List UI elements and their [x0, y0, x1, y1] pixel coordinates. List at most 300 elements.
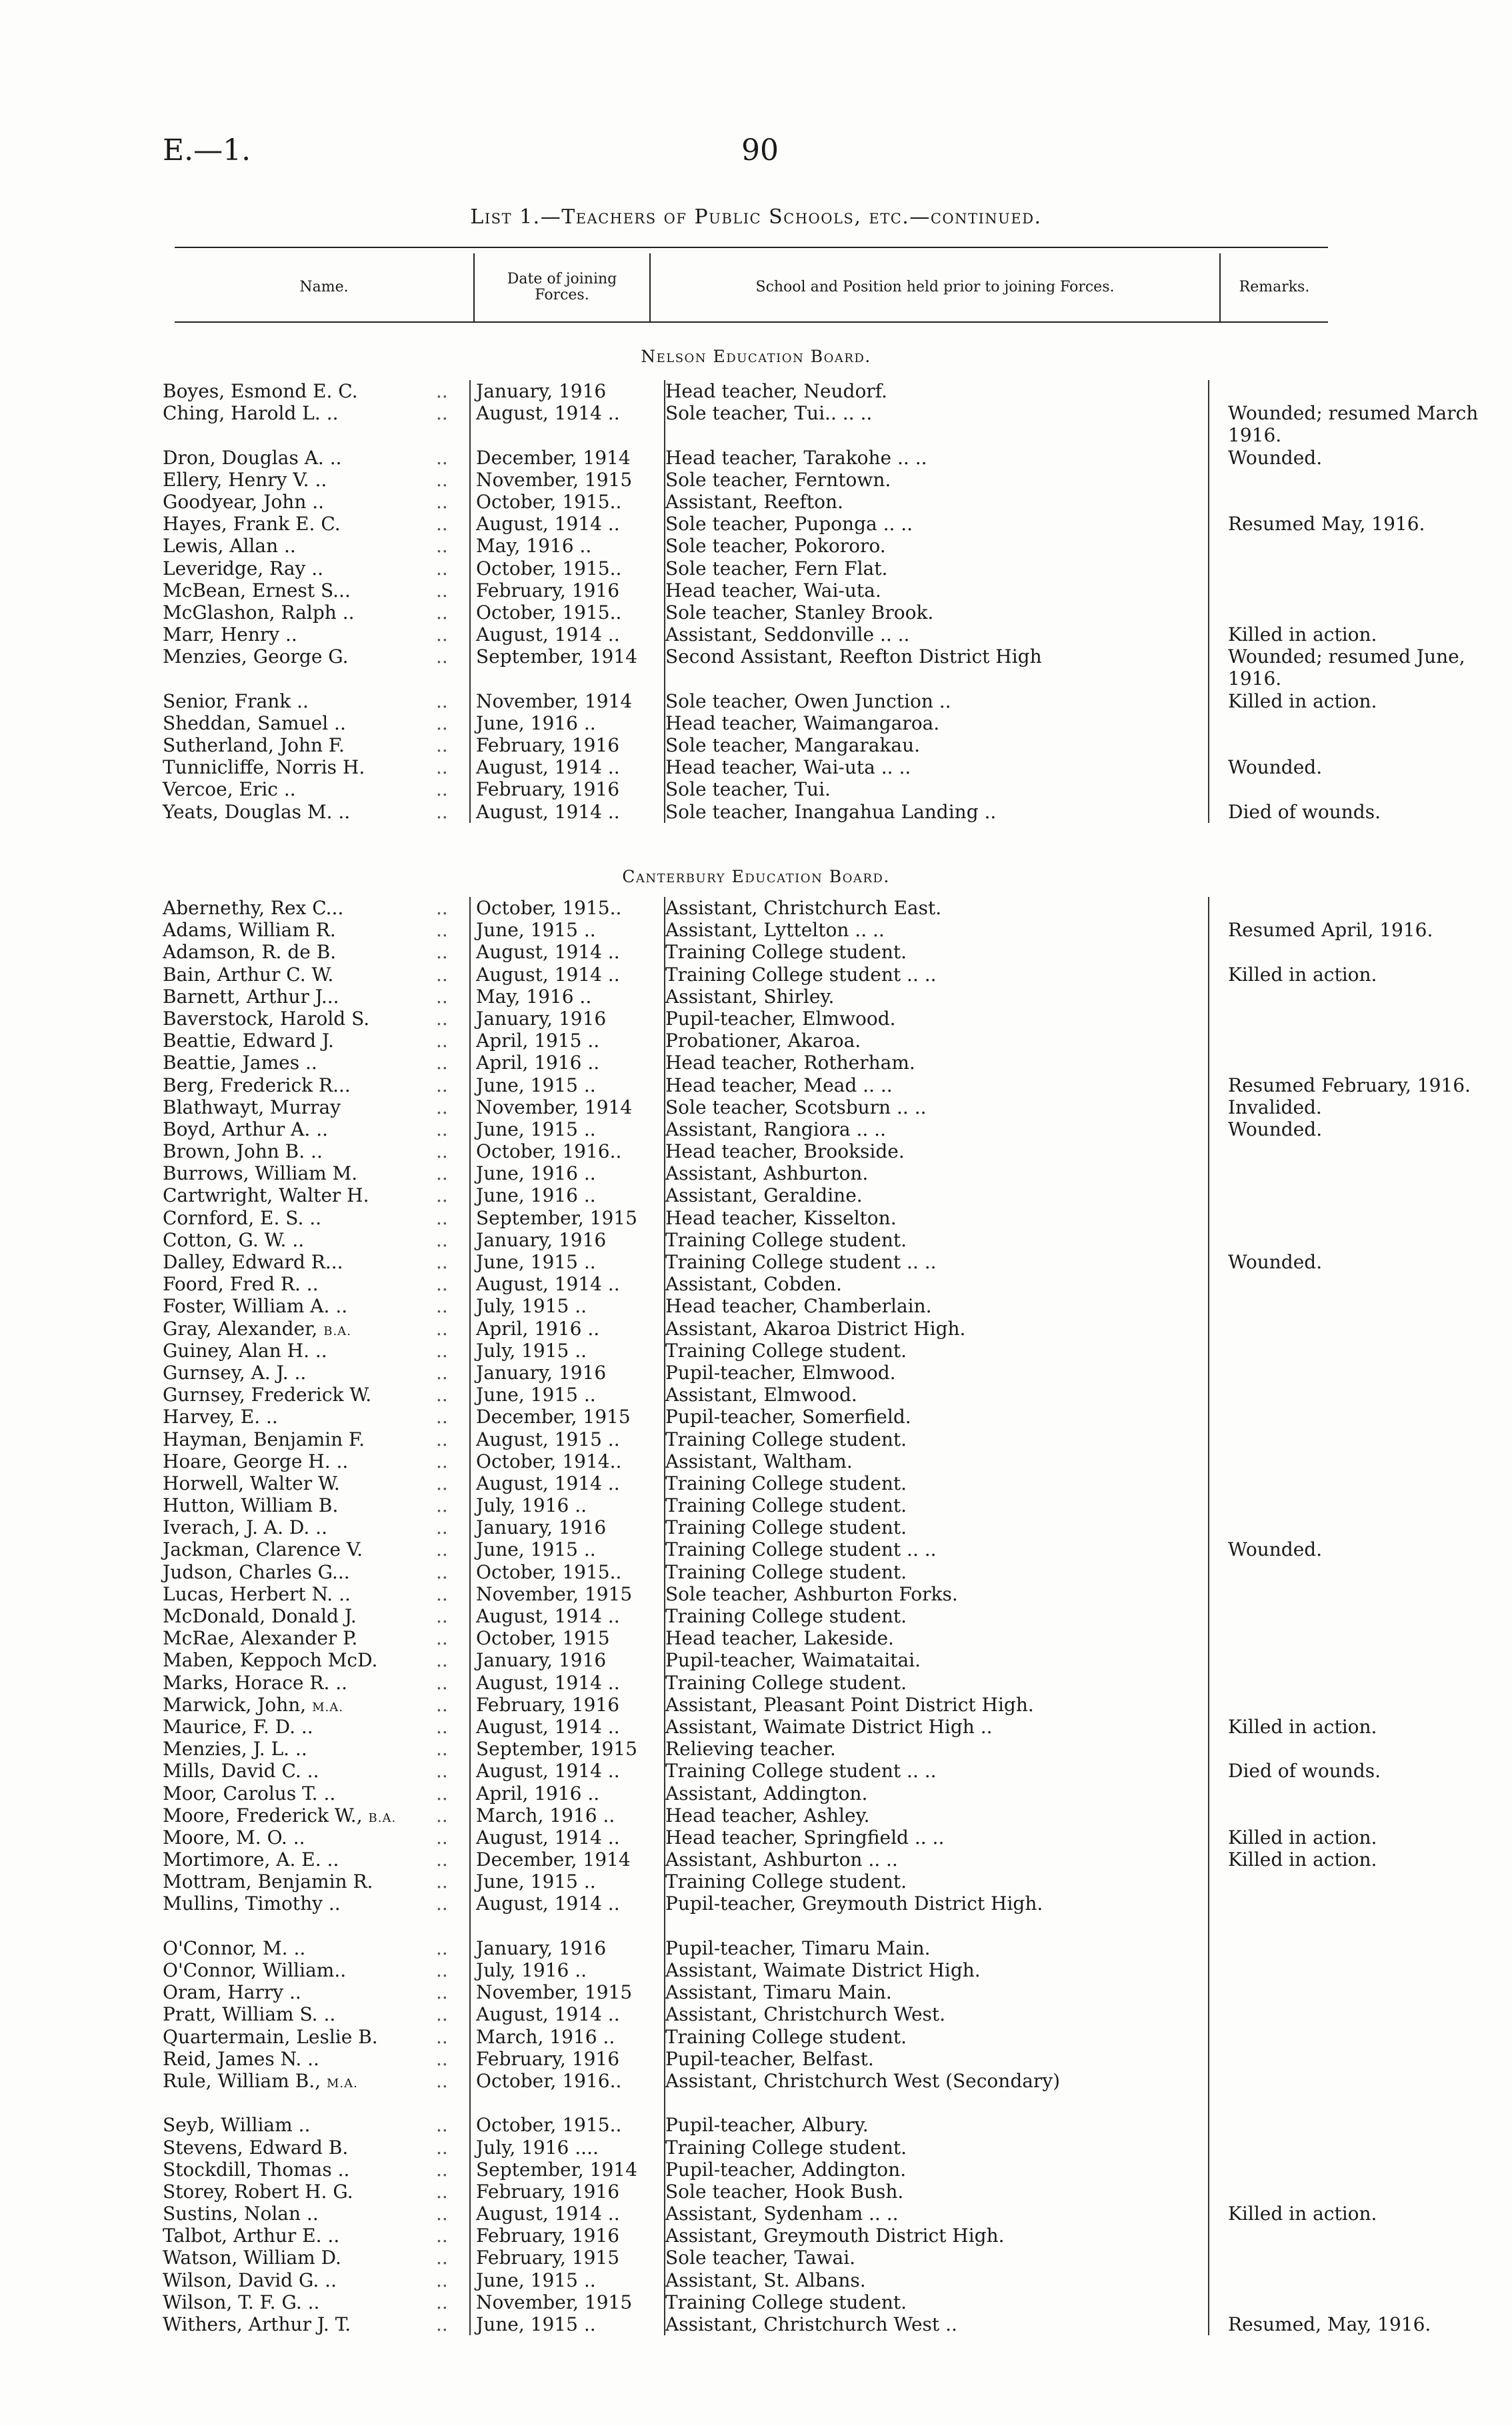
- teacher-name-text: Withers, Arthur J. T.: [163, 2313, 351, 2336]
- join-date: February, 1916: [476, 1693, 620, 1716]
- join-date: October, 1915..: [476, 2114, 622, 2137]
- remarks: Wounded.: [1228, 756, 1323, 779]
- teacher-name-text: Foster, William A. ..: [163, 1295, 348, 1318]
- dot-leader: ..: [436, 1450, 448, 1472]
- dot-leader: ..: [436, 579, 448, 601]
- prior-position: Training College student.: [665, 1560, 907, 1583]
- remarks: Resumed April, 1916.: [1228, 919, 1433, 942]
- teacher-name-text: Marks, Horace R. ..: [163, 1671, 348, 1694]
- teacher-name: [163, 1538, 429, 1560]
- table-row: [163, 1893, 1349, 1937]
- teacher-name: [163, 2181, 429, 2203]
- join-date: June, 1915 ..: [476, 919, 596, 942]
- join-date: August, 1914 ..: [476, 1273, 620, 1296]
- table-row: [163, 2048, 1349, 2070]
- teacher-name: [163, 513, 429, 535]
- table-row: [163, 447, 1349, 469]
- join-date: March, 1916 ..: [476, 2025, 615, 2048]
- teacher-name: [163, 1030, 429, 1052]
- dot-leader: ..: [436, 1494, 448, 1517]
- teacher-name-text: Gurnsey, Frederick W.: [163, 1384, 372, 1406]
- dot-leader: ..: [436, 2158, 448, 2181]
- dot-leader: ..: [436, 1162, 448, 1185]
- prior-position: Sole teacher, Owen Junction ..: [665, 690, 951, 712]
- dot-leader: ..: [436, 601, 448, 624]
- table-row: [163, 2114, 1349, 2136]
- join-date: August, 1914 ..: [476, 1605, 620, 1627]
- join-date: June, 1916 ..: [476, 712, 596, 734]
- join-date: November, 1915: [476, 468, 633, 491]
- table-row: [163, 624, 1377, 646]
- section-nelson: [163, 380, 1479, 823]
- teacher-name: [163, 2225, 429, 2247]
- column-header-name: Name.: [299, 279, 349, 295]
- dot-leader: ..: [436, 1782, 448, 1804]
- prior-position: Sole teacher, Fern Flat.: [665, 557, 888, 579]
- prior-position: Head teacher, Chamberlain.: [665, 1295, 932, 1318]
- teacher-name-text: Iverach, J. A. D. ..: [163, 1516, 327, 1539]
- table-row: [163, 2247, 1349, 2269]
- teacher-name-text: Adams, William R.: [163, 919, 336, 942]
- prior-position: Pupil-teacher, Greymouth District High.: [665, 1893, 1043, 1915]
- teacher-name-text: Guiney, Alan H. ..: [163, 1339, 327, 1362]
- prior-position: Pupil-teacher, Albury.: [665, 2114, 869, 2137]
- join-date: August, 1914 ..: [476, 800, 620, 823]
- teacher-name: [163, 1583, 429, 1605]
- join-date: August, 1914 ..: [476, 402, 620, 425]
- dot-leader: ..: [436, 1317, 448, 1340]
- prior-position: Assistant, Christchurch West ..: [665, 2313, 957, 2336]
- remarks: Killed in action.: [1228, 1715, 1377, 1738]
- table-row: [163, 513, 1425, 535]
- column-divider: [1208, 380, 1209, 823]
- dot-leader: ..: [436, 1959, 448, 1982]
- join-date: November, 1914: [476, 690, 633, 712]
- table-row: [163, 1052, 1349, 1074]
- teacher-name: [163, 1849, 429, 1871]
- dot-leader: ..: [436, 380, 448, 402]
- prior-position: Assistant, Shirley.: [665, 985, 835, 1008]
- dot-leader: ..: [436, 513, 448, 535]
- teacher-name: [163, 941, 429, 963]
- teacher-name-text: Hayman, Benjamin F.: [163, 1428, 365, 1450]
- remarks: Wounded.: [1228, 1118, 1323, 1140]
- teacher-name: [163, 1184, 429, 1206]
- prior-position: Training College student.: [665, 1494, 907, 1517]
- dot-leader: ..: [436, 1052, 448, 1074]
- teacher-name-text: Stevens, Edward B.: [163, 2136, 349, 2159]
- teacher-name: [163, 1472, 429, 1494]
- join-date: August, 1914 ..: [476, 1826, 620, 1849]
- join-date: August, 1914 ..: [476, 513, 620, 535]
- dot-leader: ..: [436, 2180, 448, 2203]
- table-row: [163, 1849, 1377, 1871]
- dot-leader: ..: [436, 1582, 448, 1605]
- dot-leader: ..: [436, 2069, 448, 2092]
- table-row: [163, 963, 1377, 986]
- table-row: [163, 1251, 1349, 1273]
- prior-position: Sole teacher, Mangarakau.: [665, 734, 921, 757]
- dot-leader: ..: [436, 1251, 448, 1273]
- prior-position: Head teacher, Springfield .. ..: [665, 1826, 945, 1849]
- remarks: Died of wounds.: [1228, 800, 1381, 823]
- prior-position: Sole teacher, Inangahua Landing ..: [665, 800, 997, 823]
- teacher-name: [163, 624, 429, 646]
- teacher-name: [163, 1893, 429, 1915]
- prior-position: Training College student.: [665, 2291, 907, 2313]
- remarks: Invalided.: [1228, 1096, 1322, 1118]
- teacher-name: [163, 380, 429, 402]
- degree-suffix: B.A.: [368, 1810, 397, 1825]
- dot-leader: ..: [436, 2203, 448, 2225]
- join-date: September, 1914: [476, 646, 637, 668]
- join-date: September, 1914: [476, 2158, 637, 2181]
- prior-position: Sole teacher, Pokororo.: [665, 535, 886, 557]
- join-date: February, 1916: [476, 734, 620, 757]
- join-date: June, 1915 ..: [476, 1384, 596, 1406]
- dot-leader: ..: [436, 1849, 448, 1871]
- prior-position: Head teacher, Mead .. ..: [665, 1074, 893, 1096]
- teacher-name-text: Marr, Henry ..: [163, 624, 297, 646]
- join-date: August, 1914 ..: [476, 2203, 620, 2225]
- teacher-name: [163, 1251, 429, 1273]
- join-date: August, 1914 ..: [476, 2003, 620, 2026]
- prior-position: Second Assistant, Reefton District High: [665, 646, 1042, 668]
- table-row: [163, 1207, 1349, 1229]
- teacher-name: [163, 897, 429, 919]
- join-date: June, 1915 ..: [476, 1871, 596, 1893]
- teacher-name: [163, 778, 429, 800]
- join-date: June, 1916 ..: [476, 1184, 596, 1207]
- remarks: Killed in action.: [1228, 1826, 1377, 1849]
- table-row: [163, 2137, 1349, 2159]
- remarks: Resumed May, 1916.: [1228, 513, 1425, 535]
- join-date: August, 1915 ..: [476, 1428, 620, 1450]
- prior-position: Training College student.: [665, 1228, 907, 1251]
- prior-position: Training College student.: [665, 1472, 907, 1494]
- join-date: July, 1916 ....: [476, 2136, 599, 2159]
- teacher-name: [163, 535, 429, 557]
- teacher-name: [163, 1871, 429, 1893]
- join-date: February, 1916: [476, 2180, 620, 2203]
- teacher-name-text: Burrows, William M.: [163, 1162, 358, 1185]
- prior-position: Training College student.: [665, 1671, 907, 1694]
- teacher-name-text: Seyb, William ..: [163, 2114, 311, 2137]
- join-date: June, 1915 ..: [476, 1251, 596, 1273]
- join-date: November, 1915: [476, 1981, 633, 2004]
- teacher-name-text: Boyd, Arthur A. ..: [163, 1118, 329, 1140]
- teacher-name: [163, 2137, 429, 2159]
- teacher-name: [163, 1672, 429, 1694]
- section-canterbury: [163, 897, 1471, 2336]
- teacher-name: [163, 756, 429, 778]
- prior-position: Pupil-teacher, Elmwood.: [665, 1007, 896, 1030]
- teacher-name-text: Lewis, Allan ..: [163, 535, 296, 557]
- table-row: [163, 986, 1349, 1008]
- dot-leader: ..: [436, 985, 448, 1008]
- join-date: October, 1915: [476, 1627, 610, 1650]
- prior-position: Assistant, Geraldine.: [665, 1184, 863, 1207]
- teacher-name: [163, 712, 429, 734]
- prior-position: Assistant, Elmwood.: [665, 1384, 857, 1406]
- remarks: Wounded.: [1228, 1538, 1323, 1561]
- join-date: July, 1915 ..: [476, 1339, 587, 1362]
- prior-position: Sole teacher, Tawai.: [665, 2247, 856, 2269]
- teacher-name: [163, 1804, 429, 1829]
- prior-position: Pupil-teacher, Somerfield.: [665, 1406, 911, 1428]
- table-row: [163, 2181, 1349, 2203]
- table-row: [163, 919, 1433, 942]
- join-date: October, 1915..: [476, 1560, 622, 1583]
- table-row: [163, 897, 1349, 919]
- table-row: [163, 535, 1349, 557]
- prior-position: Head teacher, Lakeside.: [665, 1627, 894, 1650]
- teacher-name-text: Gurnsey, A. J. ..: [163, 1361, 307, 1384]
- teacher-name-text: Brown, John B. ..: [163, 1140, 323, 1163]
- join-date: June, 1915 ..: [476, 1538, 596, 1561]
- teacher-name: [163, 2269, 429, 2291]
- prior-position: Assistant, Ashburton .. ..: [665, 1849, 898, 1871]
- table-row: [163, 1494, 1349, 1516]
- report-code: E.—1.: [163, 133, 251, 167]
- prior-position: Probationer, Akaroa.: [665, 1030, 861, 1052]
- teacher-name-text: Talbot, Arthur E. ..: [163, 2225, 340, 2247]
- teacher-name-text: Maurice, F. D. ..: [163, 1715, 313, 1738]
- prior-position: Assistant, Christchurch West (Secondary): [665, 2069, 1061, 2092]
- teacher-name-text: Cotton, G. W. ..: [163, 1228, 305, 1251]
- teacher-name-text: Beattie, Edward J.: [163, 1030, 334, 1052]
- list-title: List 1.—Teachers of Public Schools, etc.—continued.: [470, 205, 1042, 229]
- table-row: [163, 1162, 1349, 1184]
- dot-leader: ..: [436, 1206, 448, 1229]
- teacher-name: [163, 1295, 429, 1317]
- join-date: January, 1916: [476, 1937, 607, 1959]
- column-divider: [664, 380, 665, 823]
- teacher-name: [163, 557, 429, 579]
- dot-leader: ..: [436, 1228, 448, 1251]
- degree-suffix: B.A.: [323, 1324, 351, 1338]
- prior-position: Sole teacher, Ashburton Forks.: [665, 1582, 958, 1605]
- dot-leader: ..: [436, 897, 448, 919]
- prior-position: Assistant, Addington.: [665, 1782, 868, 1804]
- join-date: July, 1915 ..: [476, 1295, 587, 1318]
- join-date: August, 1914 ..: [476, 1472, 620, 1494]
- teacher-name: [163, 690, 429, 712]
- teacher-name: [163, 1052, 429, 1074]
- table-row: [163, 1362, 1349, 1384]
- join-date: June, 1915 ..: [476, 2313, 596, 2336]
- dot-leader: ..: [436, 1826, 448, 1849]
- teacher-name-text: Lucas, Herbert N. ..: [163, 1582, 351, 1605]
- teacher-name-text: Tunnicliffe, Norris H.: [163, 756, 365, 779]
- dot-leader: ..: [436, 690, 448, 712]
- dot-leader: ..: [436, 1295, 448, 1318]
- join-date: August, 1914 ..: [476, 963, 620, 986]
- teacher-name: [163, 469, 429, 491]
- join-date: January, 1916: [476, 1361, 607, 1384]
- dot-leader: ..: [436, 2291, 448, 2313]
- teacher-name-text: Goodyear, John ..: [163, 490, 325, 513]
- join-date: January, 1916: [476, 380, 607, 402]
- table-row: [163, 2269, 1349, 2291]
- teacher-name-text: Beattie, James ..: [163, 1052, 317, 1074]
- teacher-name-text: Sustins, Nolan ..: [163, 2203, 319, 2225]
- table-row: [163, 1074, 1471, 1096]
- teacher-name: [163, 1229, 429, 1251]
- join-date: February, 1916: [476, 2047, 620, 2070]
- dot-leader: ..: [436, 1538, 448, 1561]
- table-row: [163, 1605, 1349, 1627]
- table-row: [163, 469, 1349, 491]
- join-date: February, 1916: [476, 2225, 620, 2247]
- dot-leader: ..: [436, 1605, 448, 1627]
- teacher-name-text: Abernethy, Rex C...: [163, 897, 344, 919]
- join-date: September, 1915: [476, 1738, 637, 1760]
- prior-position: Assistant, Pleasant Point District High.: [665, 1693, 1034, 1716]
- table-row: [163, 2203, 1377, 2225]
- column-header-school: School and Position held prior to joining Forces.: [649, 253, 1219, 321]
- table-row: [163, 712, 1349, 734]
- prior-position: Training College student .. ..: [665, 1251, 937, 1273]
- join-date: January, 1916: [476, 1516, 607, 1539]
- table-header: [175, 253, 1328, 321]
- teacher-name: [163, 1627, 429, 1649]
- remarks: Killed in action.: [1228, 2203, 1377, 2225]
- teacher-name: [163, 1827, 429, 1849]
- teacher-name-text: Mills, David C. ..: [163, 1760, 319, 1782]
- teacher-name: [163, 919, 429, 941]
- table-row: [163, 1782, 1349, 1804]
- table-row: [163, 1826, 1377, 1849]
- prior-position: Head teacher, Rotherham.: [665, 1052, 915, 1074]
- prior-position: Sole teacher, Tui.: [665, 778, 831, 801]
- teacher-name-text: Hayes, Frank E. C.: [163, 513, 341, 535]
- table-row: [163, 646, 1465, 690]
- teacher-name: [163, 1428, 429, 1450]
- prior-position: Training College student.: [665, 941, 907, 964]
- dot-leader: ..: [436, 1715, 448, 1738]
- teacher-name: [163, 1207, 429, 1229]
- teacher-name-text: Horwell, Walter W.: [163, 1472, 340, 1494]
- teacher-name-text: McDonald, Donald J.: [163, 1605, 357, 1627]
- teacher-name: [163, 579, 429, 601]
- dot-leader: ..: [436, 1361, 448, 1384]
- teacher-name-text: Dalley, Edward R...: [163, 1251, 343, 1273]
- teacher-name: [163, 1937, 429, 1959]
- table-row: [163, 491, 1349, 513]
- prior-position: Head teacher, Kisselton.: [665, 1206, 897, 1229]
- dot-leader: ..: [436, 490, 448, 513]
- dot-leader: ..: [436, 2025, 448, 2048]
- table-row: [163, 1318, 1349, 1340]
- teacher-name: [163, 1318, 429, 1342]
- table-row: [163, 1871, 1349, 1893]
- remarks: Died of wounds.: [1228, 1760, 1381, 1782]
- prior-position: Assistant, St. Albans.: [665, 2269, 866, 2291]
- prior-position: Training College student.: [665, 1516, 907, 1539]
- teacher-name-text: Cornford, E. S. ..: [163, 1206, 322, 1229]
- dot-leader: ..: [436, 2114, 448, 2137]
- dot-leader: ..: [436, 1738, 448, 1760]
- remarks: Wounded.: [1228, 446, 1323, 469]
- prior-position: Assistant, Rangiora .. ..: [665, 1118, 886, 1140]
- teacher-name-text: Sheddan, Samuel ..: [163, 712, 346, 734]
- teacher-name-text: Vercoe, Eric ..: [163, 778, 296, 801]
- prior-position: Pupil-teacher, Waimataitai.: [665, 1649, 921, 1672]
- teacher-name: [163, 601, 429, 624]
- teacher-name-text: Maben, Keppoch McD.: [163, 1649, 378, 1672]
- prior-position: Assistant, Lyttelton .. ..: [665, 919, 885, 942]
- teacher-name-text: Moor, Carolus T. ..: [163, 1782, 336, 1804]
- table-row: [163, 1760, 1381, 1782]
- join-date: August, 1914 ..: [476, 1671, 620, 1694]
- dot-leader: ..: [436, 402, 448, 425]
- join-date: August, 1914 ..: [476, 756, 620, 779]
- remarks: Wounded; resumed June, 1916.: [1228, 646, 1465, 690]
- join-date: June, 1915 ..: [476, 2269, 596, 2291]
- dot-leader: ..: [436, 1007, 448, 1030]
- join-date: April, 1916 ..: [476, 1782, 600, 1804]
- table-row: [163, 1672, 1349, 1694]
- join-date: August, 1914 ..: [476, 624, 620, 646]
- table-header-rule: [175, 321, 1328, 323]
- join-date: April, 1915 ..: [476, 1030, 600, 1052]
- dot-leader: ..: [436, 1428, 448, 1450]
- dot-leader: ..: [436, 1671, 448, 1694]
- teacher-name: [163, 2291, 429, 2313]
- dot-leader: ..: [436, 1760, 448, 1782]
- join-date: June, 1915 ..: [476, 1074, 596, 1096]
- table-row: [163, 800, 1381, 823]
- dot-leader: ..: [436, 2047, 448, 2070]
- dot-leader: ..: [436, 2313, 448, 2336]
- teacher-name: [163, 1096, 429, 1118]
- teacher-name: [163, 1384, 429, 1406]
- dot-leader: ..: [436, 1981, 448, 2004]
- join-date: July, 1916 ..: [476, 1959, 587, 1982]
- section-title-nelson: Nelson Education Board.: [641, 347, 871, 366]
- table-row: [163, 1030, 1349, 1052]
- teacher-name: [163, 1738, 429, 1760]
- prior-position: Head teacher, Ashley.: [665, 1804, 870, 1827]
- teacher-name: [163, 2114, 429, 2136]
- teacher-name: [163, 402, 429, 424]
- teacher-name: [163, 1450, 429, 1472]
- dot-leader: ..: [436, 778, 448, 801]
- join-date: October, 1915..: [476, 897, 622, 919]
- teacher-name: [163, 801, 429, 823]
- remarks: Killed in action.: [1228, 1849, 1377, 1871]
- table-row: [163, 579, 1349, 601]
- column-divider: [469, 380, 471, 823]
- dot-leader: ..: [436, 734, 448, 757]
- prior-position: Assistant, Greymouth District High.: [665, 2225, 1005, 2247]
- table-row: [163, 380, 1349, 402]
- dot-leader: ..: [436, 1096, 448, 1118]
- teacher-name-text: Gray, Alexander,: [163, 1317, 318, 1340]
- teacher-name-text: Sutherland, John F.: [163, 734, 345, 757]
- dot-leader: ..: [436, 1030, 448, 1052]
- join-date: February, 1915: [476, 2247, 620, 2269]
- join-date: October, 1915..: [476, 601, 622, 624]
- teacher-name-text: Menzies, J. L. ..: [163, 1738, 307, 1760]
- dot-leader: ..: [436, 535, 448, 557]
- teacher-name: [163, 1162, 429, 1184]
- teacher-name-text: Baverstock, Harold S.: [163, 1007, 370, 1030]
- join-date: August, 1914 ..: [476, 1893, 620, 1915]
- prior-position: Assistant, Christchurch East.: [665, 897, 942, 919]
- dot-leader: ..: [436, 1560, 448, 1583]
